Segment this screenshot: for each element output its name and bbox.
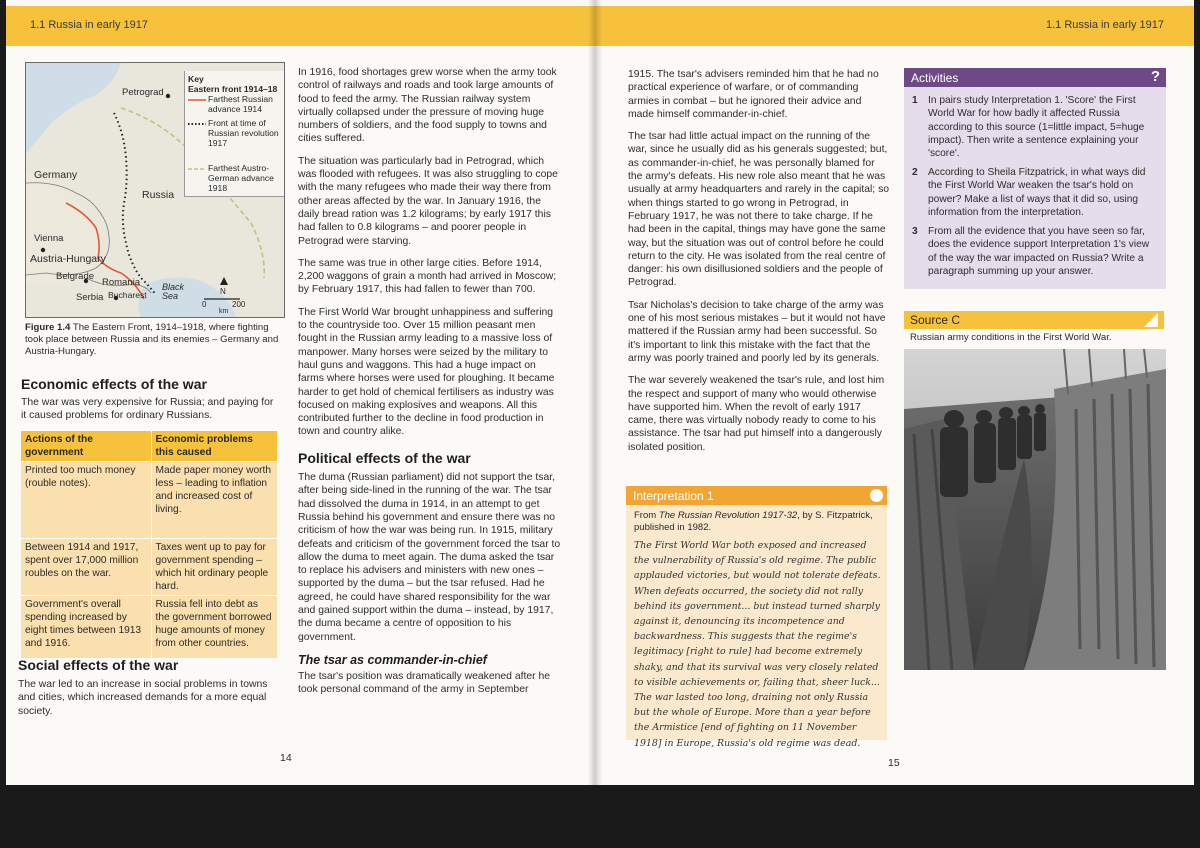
map-scale-max: 200	[232, 300, 246, 309]
key-item-austro-german: Farthest Austro-German advance 1918	[208, 163, 274, 193]
paragraph: Tsar Nicholas's decision to take charge of the army was one of his most serious mistakes – but it would not have mattered if the Russian army had been successful. So it's important to link this mistake with the fact that the army was poorly trained and poorly led by its generals.	[628, 299, 886, 364]
interpretation-quote: The First World War both exposed and increased the vulnerability of Russia's old regime. The public applauded victories, but would not tolerate defeats. When defeats occurred, the society did not rally behind its government... but instead turned sharply against it, denouncing its incompetence and backwardness. This suggests that the regime's legitimacy [right to rule] had become extremely shaky, and that its survival was very closely related to visible achievements or, failing that, sheer luck... The war lasted too long, draining not only Russia but the whole of Europe. More than a year before the Armistice [end of fighting on 11 November 1918] in Europe, Russia's old regime was dead.	[634, 540, 881, 749]
map-label-belgrade: Belgrade	[56, 271, 95, 282]
source-prefix: From	[634, 510, 659, 521]
right-header-band	[594, 6, 1194, 46]
economic-table	[21, 431, 277, 659]
paragraph: The same was true in other large cities. Before 1914, 2,200 waggons of grain a month had arrived in Moscow; by February 1917, this had fallen to fewer than 700.	[298, 257, 557, 296]
interpretation-title: Interpretation 1	[633, 489, 714, 503]
map-label-romania: Romania	[102, 277, 141, 288]
paragraph: 1915. The tsar's advisers reminded him that he had no practical experience of warfare, or of commanding armies in combat – but he ignored their advice and made himself commander-in-chief.	[628, 69, 879, 120]
table-cell: Between 1914 and 1917, spent over 17,000 million roubles on the war.	[21, 539, 151, 596]
corner-triangle-icon	[1144, 313, 1158, 327]
activities-title: Activities	[911, 71, 959, 85]
source-book-title: The Russian Revolution 1917-32	[658, 510, 798, 521]
tsar-heading: The tsar as commander-in-chief	[298, 652, 487, 667]
table-row	[21, 462, 277, 539]
activities-header	[904, 68, 1166, 87]
activities-box	[904, 68, 1166, 289]
paragraph: The tsar had little actual impact on the running of the war, since he usually did as his generals suggested; but, as commander-in-chief, he was personally blamed for the army's defeats. His new role also meant that he was usually at army headquarters and rarely in the capital; so when things started to go wrong in Petrograd, in February 1917, he was not there to take charge. If he had been in the capital, things may have gone the same way, but the situation was out of control before he could return to the city. He was isolated from the real centre of danger: his own disillusioned soldiers and the people of Petrograd.	[628, 131, 890, 289]
map-scale-zero: 0	[202, 300, 207, 309]
key-swatch-revolution-front	[188, 121, 208, 127]
figure-caption-label: Figure 1.4	[25, 322, 71, 333]
right-column	[628, 68, 890, 463]
activity-number: 3	[912, 226, 918, 237]
map-label-vienna: Vienna	[34, 233, 64, 244]
table-cell: Taxes went up to pay for government spending – which hit ordinary people hard.	[151, 539, 277, 596]
table-row	[21, 596, 277, 659]
left-header-band	[6, 6, 594, 46]
paragraph: The duma (Russian parliament) did not support the tsar, after being side-lined in the running of the war. The tsar had dissolved the duma in 1914, in an attempt to get Russia behind his government and ensure there was no criticism of how the war was being run. In 1915, military defeats and criticism of the government forced the tsar to allow the duma to meet again. The duma asked the tsar to replace his advisers and ministers with new ones – supported by the duma – but the tsar refused. Had he agreed, he could have shared responsibility for the war and gained support within the duma – instead, by 1917, the duma became a centre of opposition to his government.	[298, 472, 561, 643]
figure-caption-text: The Eastern Front, 1914–1918, where fighting took place between Russia and its enemies – Germany and Austria-Hungary.	[25, 322, 279, 357]
paragraph: The First World War brought unhappiness and suffering to the countryside too. Over 15 million peasant men fought in the Russian army leading to a massive loss of manpower. Many horses were seized by the military to haul guns and waggons. This had a huge impact on farms where horses were used for ploughing. It became harder to get hold of chemical fertilisers as industry was focused on making explosives and weapons. All this contributed further to the decline in food production in town and country alike.	[298, 306, 555, 438]
paragraph: The war severely weakened the tsar's rule, and lost him the respect and support of many who would otherwise have supported him. When the revolt of early 1917 came, there was virtually nobody ready to come to his assistance. The tsar had put himself into a dangerously isolated position.	[628, 375, 885, 453]
trench-photo-graphic	[904, 349, 1166, 670]
activity-text: From all the evidence that you have seen so far, does the evidence support Interpretation 1's view of the way the war impacted on Russia? Write a paragraph summing up your answer.	[928, 226, 1150, 277]
table-header-problems: Economic problems this caused	[151, 431, 277, 462]
question-icon: ?	[1150, 68, 1160, 85]
north-icon: N	[220, 287, 226, 296]
social-heading: Social effects of the war	[18, 657, 179, 673]
paragraph: In 1916, food shortages grew worse when the army took control of railways and roads and took large amounts of food to feed the army. The Russian railway system virtually collapsed under the pressure of moving huge numbers of soldiers, and the food supply to towns and cities suffered.	[298, 67, 557, 145]
map-label-serbia: Serbia	[76, 292, 104, 303]
activity-item	[912, 166, 1157, 222]
paragraph: The situation was particularly bad in Petrograd, which was flooded with refugees. It was also struggling to cope with the many refugees who made their way there from other areas affected by the war. In January 1916, the daily bread ration was 1.2 kilograms; by early 1917 this had fallen to 0.8 kilograms – and poorer people in Petrograd were starving.	[298, 155, 558, 247]
map-label-bucharest: Bucharest	[108, 290, 147, 300]
table-header-row	[21, 431, 277, 462]
interpretation-box	[626, 486, 887, 749]
map-scale-unit: km	[219, 308, 229, 315]
key-swatch-austro-german	[188, 166, 208, 172]
economic-intro: The war was very expensive for Russia; and paying for it caused problems for ordinary Russians.	[21, 397, 274, 422]
middle-column	[298, 66, 564, 706]
source-c-header	[904, 311, 1164, 329]
table-header-actions: Actions of the government	[21, 431, 151, 462]
left-page-number: 14	[280, 752, 292, 764]
key-item-revolution-front: Front at time of Russian revolution 1917	[208, 118, 279, 148]
activity-number: 2	[912, 167, 918, 178]
figure-caption	[25, 322, 283, 358]
map-label-petrograd: Petrograd	[122, 87, 164, 98]
key-title: Key	[188, 74, 204, 84]
paragraph: The tsar's position was dramatically weakened after he took personal command of the army in September	[298, 671, 551, 696]
table-cell: Government's overall spending increased by eight times between 1913 and 1916.	[21, 596, 151, 659]
activity-text: According to Sheila Fitzpatrick, in what ways did the First World War weaken the tsar's hold on power? Make a list of ways that it did so, using information from the interpretation.	[928, 167, 1146, 218]
political-heading: Political effects of the war	[298, 449, 471, 466]
interpretation-header	[626, 486, 887, 505]
eastern-front-map	[25, 62, 285, 318]
key-item-russian-advance: Farthest Russian advance 1914	[208, 94, 273, 114]
source-c-title: Source C	[910, 313, 961, 327]
map-key	[184, 71, 285, 197]
activity-item	[912, 94, 1157, 160]
activity-number: 1	[912, 95, 918, 106]
circle-icon	[870, 489, 883, 502]
economic-heading: Economic effects of the war	[21, 376, 207, 392]
right-header-title: 1.1 Russia in early 1917	[1045, 19, 1164, 31]
activity-text: In pairs study Interpretation 1. 'Score' the First World War for how badly it affected Russia according to this source (1=little impact, 5=huge impact). Then write a sentence explaining your 'score'.	[928, 95, 1145, 160]
key-swatch-russian-advance	[188, 97, 208, 103]
table-cell: Russia fell into debt as the government borrowed huge amounts of money from other countries.	[151, 596, 277, 659]
book-spine-shadow	[588, 0, 602, 785]
table-cell: Printed too much money (rouble notes).	[21, 462, 151, 539]
map-label-austria-hungary: Austria-Hungary	[30, 253, 106, 265]
source-c-caption: Russian army conditions in the First World War.	[910, 332, 1112, 343]
source-suffix: , by S. Fitzpatrick, published in 1982.	[634, 510, 873, 533]
left-header-title: 1.1 Russia in early 1917	[30, 19, 149, 31]
map-label-black-sea: Black Sea	[162, 282, 185, 301]
activity-item	[912, 225, 1157, 281]
interpretation-source	[634, 510, 880, 534]
trench-photo	[904, 349, 1166, 670]
social-text: The war led to an increase in social problems in towns and cities, which increased demands for a more equal society.	[18, 679, 268, 717]
map-label-russia: Russia	[142, 189, 175, 201]
key-subtitle: Eastern front 1914–18	[188, 84, 278, 94]
table-row	[21, 539, 277, 596]
right-page-number: 15	[888, 757, 900, 769]
table-cell: Made paper money worth less – leading to inflation and increased cost of living.	[151, 462, 277, 539]
map-label-germany: Germany	[34, 169, 78, 181]
